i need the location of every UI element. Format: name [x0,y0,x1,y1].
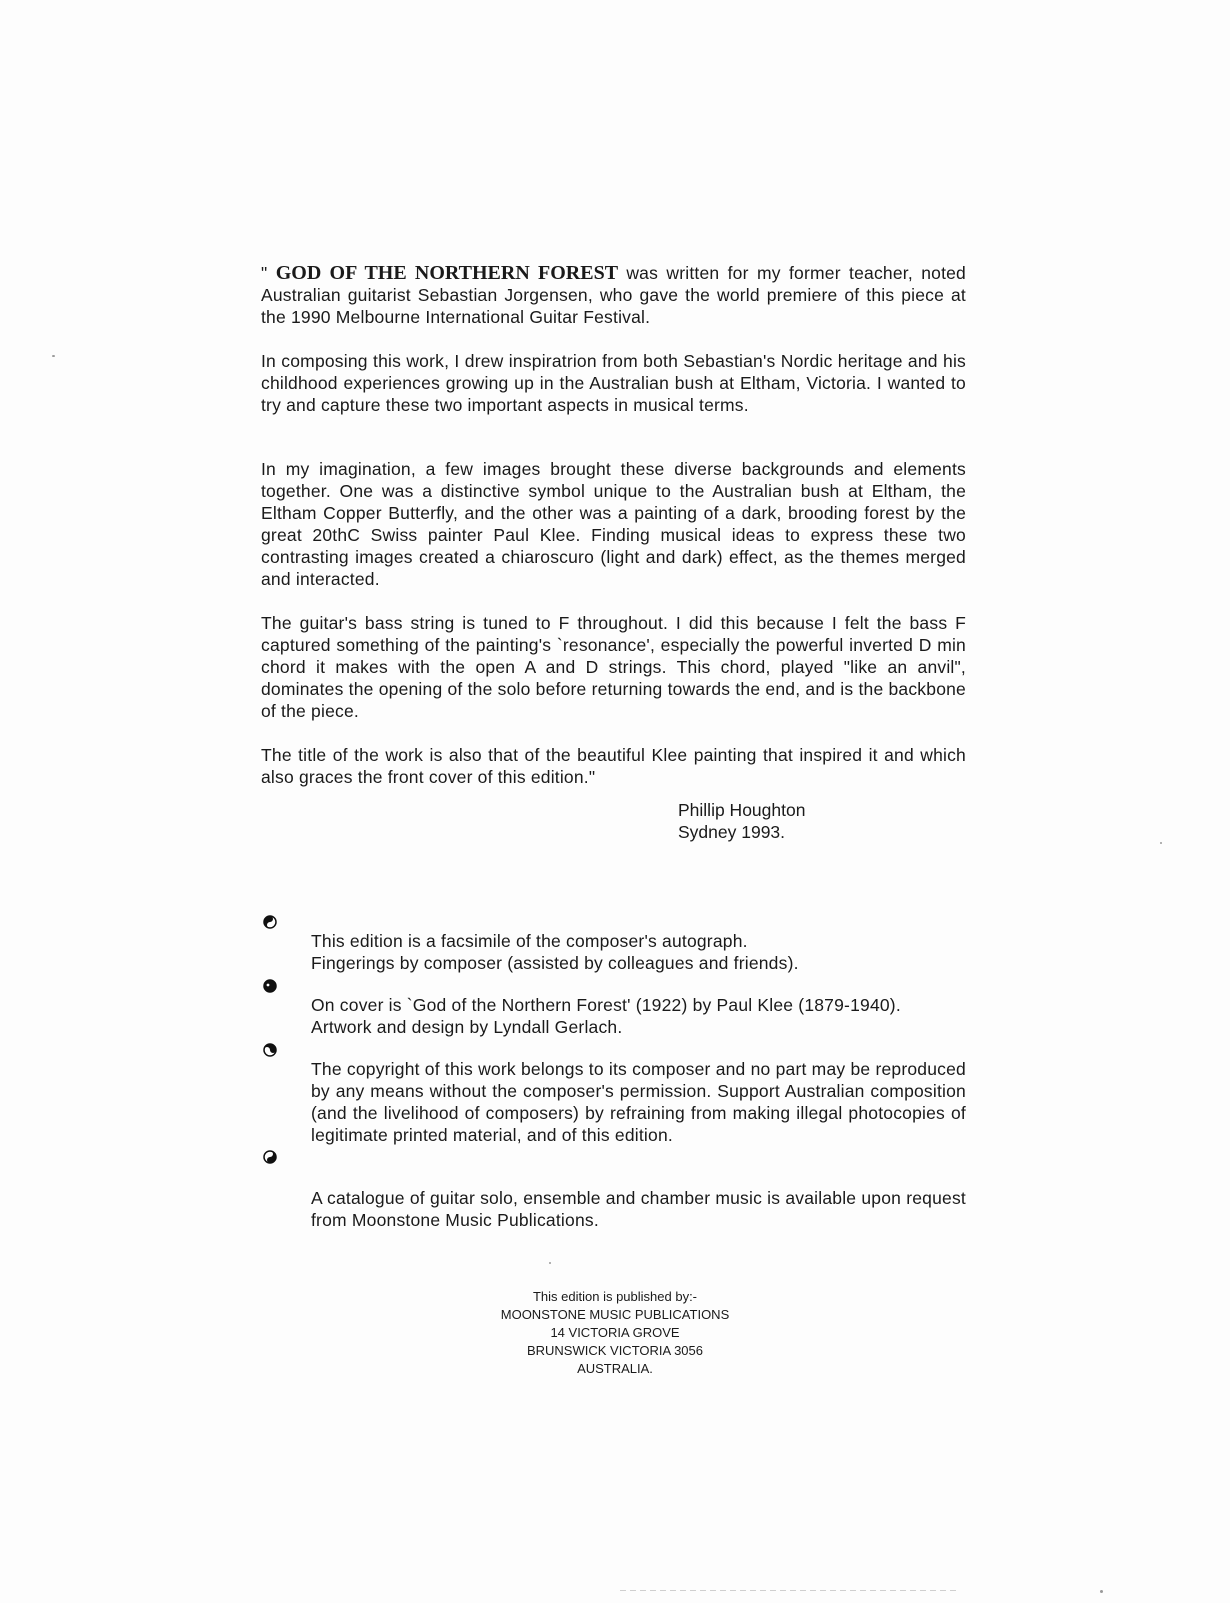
publisher-city: BRUNSWICK VICTORIA 3056 [526,1343,704,1358]
note-cover-line1: On cover is `God of the Northern Forest' (1922) by Paul Klee (1879-1940). [311,995,901,1015]
publisher-country: AUSTRALIA. [577,1361,653,1376]
signature-name: Phillip Houghton [678,800,806,820]
moon-phase-icon [263,1150,277,1164]
scan-speck [1100,1590,1103,1593]
signature-place-date: Sydney 1993. [678,822,786,842]
moon-phase-icon [263,915,277,929]
signature [678,799,805,843]
note-facsimile-line1: This edition is a facsimile of the composer's autograph. [311,931,748,951]
scan-speck [549,1262,551,1264]
scan-speck [52,355,55,357]
quote-open: " [261,263,268,283]
note-cover-line2: Artwork and design by Lyndall Gerlach. [311,1017,623,1037]
paragraph-inspiration: In composing this work, I drew inspiratrion from both Sebastian's Nordic heritage and his childhood experiences growing up in the Australian bush at Eltham, Victoria. I wanted to try and capture these two important aspects in musical terms. [261,351,966,415]
publisher-street: 14 VICTORIA GROVE [550,1325,680,1340]
moon-phase-icon [263,979,277,993]
work-title: GOD OF THE NORTHERN FOREST [275,262,619,284]
paragraph-title: The title of the work is also that of the beautiful Klee painting that inspired it and which also graces the front cover of this edition." [261,745,966,787]
intro-paragraph [261,262,966,328]
publisher-intro: This edition is published by:- [532,1289,698,1304]
paragraph-imagination: In my imagination, a few images brought these diverse backgrounds and elements together. One was a distinctive symbol unique to the Australian bush at Eltham, the Eltham Copper Butterfly, and the other was a painting of a dark, brooding forest by the great 20thC Swiss painter Paul Klee. Finding musical ideas to express these two contrasting images created a chiaroscuro (light and dark) effect, as the themes merged and interacted. [261,459,966,589]
publisher-block [440,1288,790,1378]
moon-phase-icon [263,1043,277,1057]
paragraph-bass-string: The guitar's bass string is tuned to F throughout. I did this because I felt the bass F captured something of the painting's `resonance', especially the powerful inverted D min chord it makes with the open A and D strings. This chord, played "like an anvil", dominates the opening of the solo before returning towards the end, and is the backbone of the piece. [261,613,966,721]
scan-speck [1160,842,1162,844]
intro-text: was written for my former teacher, noted Australian guitarist Sebastian Jorgensen, who gave the world premiere of this piece at the 1990 Melbourne International Guitar Festival. [261,263,966,327]
note-cover [311,994,966,1038]
note-catalogue: A catalogue of guitar solo, ensemble and chamber music is available upon request from Moonstone Music Publications. [311,1188,966,1230]
note-facsimile [311,930,966,974]
note-facsimile-line2: Fingerings by composer (assisted by colleagues and friends). [311,953,799,973]
scan-edge-line [620,1590,960,1591]
note-copyright: The copyright of this work belongs to its composer and no part may be reproduced by any means without the composer's permission. Support Australian composition (and the livelihood of composers) by refraining from making illegal photocopies of legitimate printed material, and of this edition. [311,1059,966,1145]
publisher-name: MOONSTONE MUSIC PUBLICATIONS [500,1307,730,1322]
